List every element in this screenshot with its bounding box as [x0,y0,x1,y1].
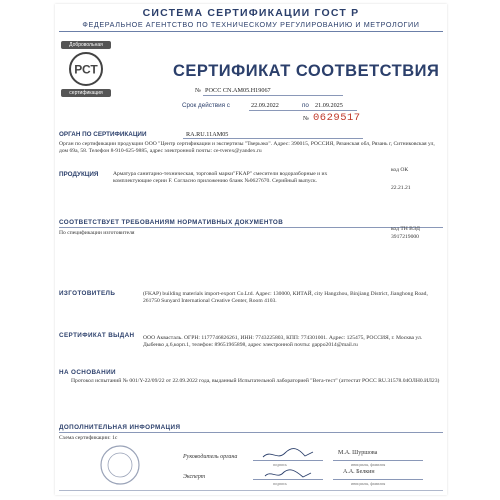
logo-bottom-banner: сертификация [61,89,111,97]
logo-top-banner: Добровольная [61,41,111,49]
basis-label: НА ОСНОВАНИИ [59,369,116,376]
serial-label: № [303,115,309,122]
okp-label: код ОК [391,167,409,173]
manufacturer-label: ИЗГОТОВИТЕЛЬ [59,290,116,297]
certificate-sheet [55,4,447,495]
to-label: по [302,102,309,109]
additional-label: ДОПОЛНИТЕЛЬНАЯ ИНФОРМАЦИЯ [59,424,181,431]
head-sub-sign: подпись [273,462,287,467]
agency-header: ФЕДЕРАЛЬНОЕ АГЕНТСТВО ПО ТЕХНИЧЕСКОМУ РЕГУЛИРОВАНИЮ И МЕТРОЛОГИИ [82,20,420,29]
organ-text: Орган по сертификации продукции ООО "Центр сертификации и экспертизы "Тверьэко". Адрес: 390015, РОССИЯ, Рязанская обл, Рязань г, Ситниковская ул, дом 69а, 58. Телефон 8-910-625-9885, адрес электронной почты: ce-tverex@yandex.ru [59,141,435,155]
head-sub-name: инициалы, фамилия [351,462,386,467]
certificate-title: СЕРТИФИКАТ СООТВЕТСТВИЯ [173,62,440,80]
serial-number: 0629517 [313,112,361,124]
okp-code: 22.21.21 [391,185,411,191]
footer-divider [59,490,443,491]
expert-signature-icon [263,467,313,481]
organ-underline [183,138,363,139]
expert-name-line [333,479,423,480]
basis-text: Протокол испытаний № 001/Y-22/09/22 от 22.09.2022 года, выданный Испытательной лабораторией "Вега-тест" (аттестат РОСС RU.31578.04ОЛН0.ИЛ23) [71,378,440,384]
additional-underline [59,432,443,433]
manufacturer-text: (FKAP) building materials import-export Co.Ltd. Адрес: 130000, КИТАЙ, city Hangzhou, Binjiang District, Jianghong Road, 261750 Sunyard International Creative Center, Room 4103. [143,291,428,305]
validity-label: Срок действия с [182,102,230,109]
logo-mark-text: РСТ [74,62,98,77]
valid-from: 22.09.2022 [251,102,279,109]
tnved-label: код ТН ВЭД [391,226,420,232]
additional-text: Схема сертификации: 1с [59,435,118,441]
cert-number-label: № [195,87,201,94]
head-name: М.А. Шуршова [338,450,378,456]
organ-label: ОРГАН ПО СЕРТИФИКАЦИИ [59,131,147,138]
cert-number-underline [203,95,343,96]
validity-underline [249,110,357,111]
issued-label: СЕРТИФИКАТ ВЫДАН [59,332,135,339]
valid-to: 21.09.2025 [315,102,343,109]
expert-label: Эксперт [183,474,206,480]
cert-number: РОСС CN.AM05.H19067 [205,87,271,94]
rst-mark-icon [68,51,104,87]
expert-name: А.А. Белкин [343,469,375,475]
stamp-seal-icon [99,444,141,486]
requirements-underline [59,227,443,228]
product-label: ПРОДУКЦИЯ [59,171,99,178]
header-divider [59,31,443,32]
requirements-text: По спецификации изготовителя [59,230,135,236]
issued-text: ООО Аквасталь. ОГРН: 1177746826261, ИНН: 7743225803, КПП: 774301001. Адрес: 125475, РОССИЯ, г. Москва ул. Дыбенко д.6,корп.1, телефон: 89651965898, адрес электронной почты: gappo2014@mail.ru [143,335,423,349]
tnved-code: 3917219000 [391,234,419,240]
head-name-line [333,460,423,461]
requirements-label: СООТВЕТСТВУЕТ ТРЕБОВАНИЯМ НОРМАТИВНЫХ ДОКУМЕНТОВ [59,219,284,226]
head-signature-icon [261,447,315,461]
organ-code: RA.RU.11AM05 [186,131,229,138]
expert-sub-sign: подпись [273,481,287,486]
expert-sub-name: инициалы, фамилия [351,481,386,486]
rst-logo [61,41,111,99]
system-header: СИСТЕМА СЕРТИФИКАЦИИ ГОСТ Р [142,7,360,19]
head-label: Руководитель органа [183,454,238,460]
product-text: Арматура санитарно-техническая, торговой марки"FKAP" смесители водоразборные и их комплектующие серии F. Согласно приложению бланк №0627670. Серийный выпуск. [113,171,328,185]
